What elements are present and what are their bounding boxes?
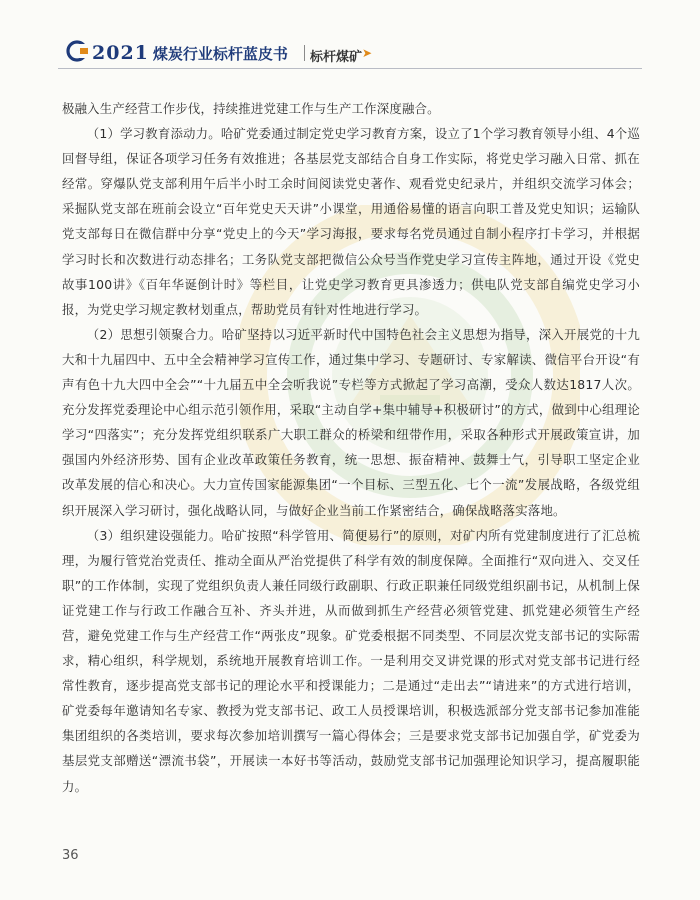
page-header	[66, 36, 466, 66]
header-divider	[304, 45, 305, 61]
page-number: 36	[62, 848, 79, 863]
header-rule	[58, 68, 642, 69]
paragraph-ideological-guidance: （2）思想引领聚合力。哈矿坚持以习近平新时代中国特色社会主义思想为指导，深入开展党的十九大和十九届四中、五中全会精神学习宣传工作，通过集中学习、专题研讨、专家解读、微信平台开设“有声有色十九大四中全会”“十九届五中全会听我说”专栏等方式掀起了学习高潮，受众人数达1817人次。充分发挥党委理论中心组示范引领作用，采取“主动自学+集中辅导+积极研讨”的方式，做到中心组理论学习“四落实”；充分发挥党组织联系广大职工群众的桥梁和纽带作用，采取各种形式开展政策宣讲，加强国内外经济形势、国有企业改革政策任务教育，统一思想、振奋精神、鼓舞士气，引导职工坚定企业改革发展的信心和决心。大力宣传国家能源集团“一个目标、三型五化、七个一流”发展战略，各级党组织开展深入学习研讨，强化战略认同，与做好企业当前工作紧密结合，确保战略落实落地。	[62, 326, 640, 518]
arrow-right-icon: ➤	[362, 46, 373, 60]
body-text	[62, 96, 640, 799]
paragraph-organization-building: （3）组织建设强能力。哈矿按照“科学管用、简便易行”的原则，对矿内所有党建制度进行了汇总梳理，为履行管党治党责任、推动全面从严治党提供了科学有效的制度保障。全面推行“双向进入、交叉任职”的工作体制，实现了党组织负责人兼任同级行政副职、行政正职兼任同级党组织副书记，从机制上保证党建工作与行政工作融合互补、齐头并进，从而做到抓生产经营必须管党建、抓党建必须管生产经营，避免党建工作与生产经营工作“两张皮”现象。矿党委根据不同类型、不同层次党支部书记的实际需求，精心组织，科学规划，系统地开展教育培训工作。一是利用交叉讲党课的形式对党支部书记进行经常性教育，逐步提高党支部书记的理论水平和授课能力；二是通过“走出去”“请进来”的方式进行培训，矿党委每年邀请知名专家、教授为党支部书记、政工人员授课培训，积极选派部分党支部书记参加准能集团组织的各类培训，要求每次参加培训撰写一篇心得体会；三是要求党支部书记加强自学，矿党委为基层党支部赠送“漂流书袋”，开展读一本好书等活动，鼓励党支部书记加强理论知识学习，提高履职能力。	[62, 527, 640, 794]
paragraph-continuation: 极融入生产经营工作步伐，持续推进党建工作与生产工作深度融合。	[62, 101, 440, 116]
header-subtitle: 标杆煤矿	[310, 50, 363, 65]
header-year: 2021	[92, 42, 149, 64]
header-title	[92, 42, 288, 62]
paragraph-study-education: （1）学习教育添动力。哈矿党委通过制定党史学习教育方案，设立了1个学习教育领导小组、4个巡回督导组，保证各项学习任务有效推进；各基层党支部结合自身工作实际，将党史学习融入日常、抓在经常。穿爆队党支部利用午后半小时工余时间阅读党史著作、观看党史纪录片，并组织交流学习体会；采掘队党支部在班前会设立“百年党史天天讲”小课堂，用通俗易懂的语言向职工普及党史知识；运输队党支部每日在微信群中分享“党史上的今天”学习海报，要求每名党员通过自制小程序打卡学习，并根据学习时长和次数进行动态排名；工务队党支部把微信公众号当作党史学习宣传主阵地，通过开设《党史故事100讲》《百年华诞倒计时》等栏目，让党史学习教育更具渗透力；供电队党支部自编党史学习小报，为党史学习规定教材划重点，帮助党员有针对性地进行学习。	[62, 126, 640, 317]
brand-logo-icon	[66, 40, 90, 62]
header-book-title: 煤炭行业标杆蓝皮书	[152, 45, 288, 63]
